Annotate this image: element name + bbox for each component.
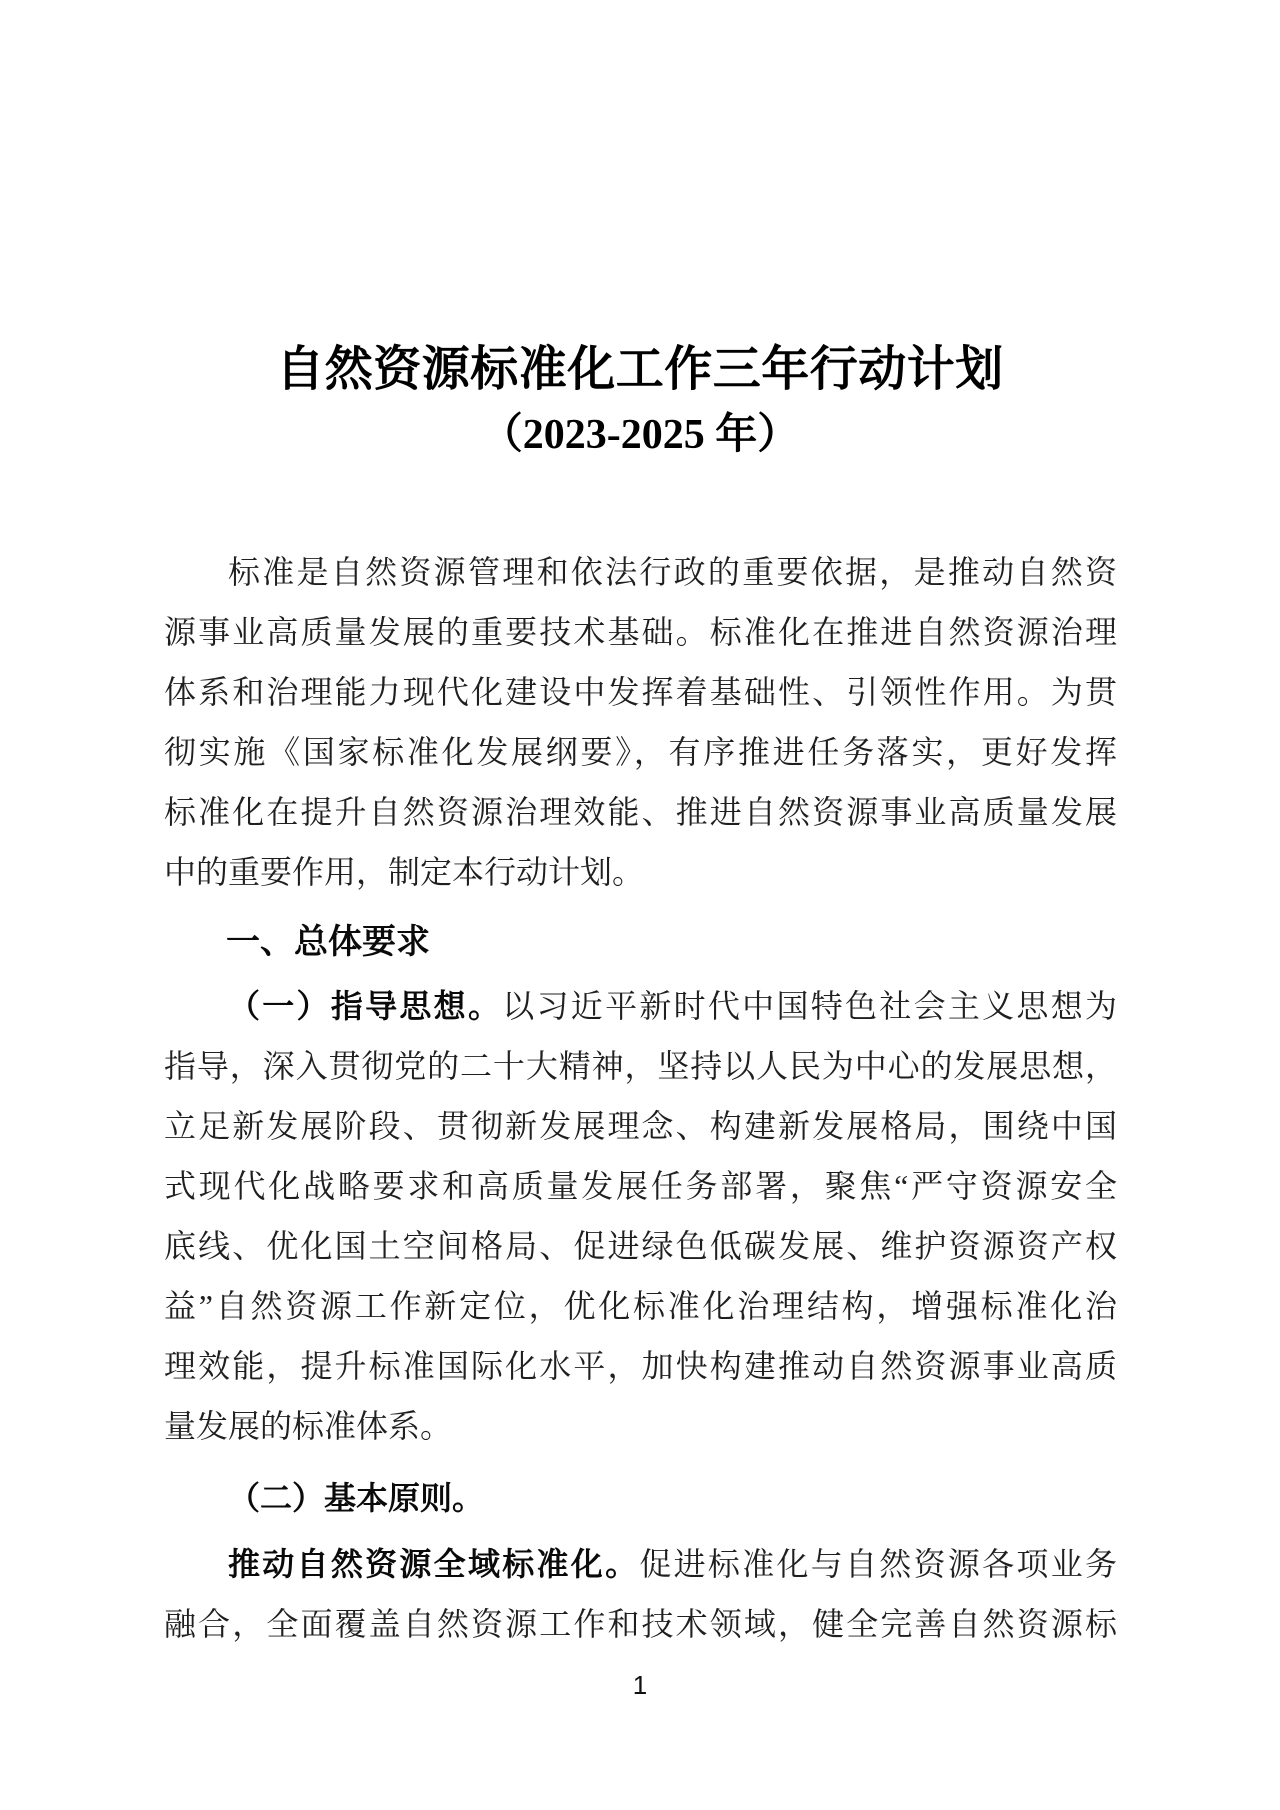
text-line xyxy=(164,842,1117,902)
text-line xyxy=(164,542,1117,602)
text-run: 益”自然资源工作新定位，优化标准化治理结构，增强标准化治 xyxy=(164,1288,1117,1324)
text-run: 融合，全面覆盖自然资源工作和技术领域，健全完善自然资源标 xyxy=(164,1606,1117,1642)
bold-text-run: （一）指导思想。 xyxy=(228,988,503,1024)
sub-heading xyxy=(164,1468,1117,1528)
text-run: 促进标准化与自然资源各项业务 xyxy=(639,1546,1117,1582)
text-line xyxy=(164,722,1117,782)
document-body xyxy=(164,542,1117,1654)
text-line xyxy=(164,1336,1117,1396)
text-line xyxy=(164,1276,1117,1336)
text-run: 式现代化战略要求和高质量发展任务部署，聚焦“严守资源安全 xyxy=(164,1168,1117,1204)
text-line xyxy=(164,1396,1117,1456)
text-line xyxy=(164,662,1117,722)
text-run: 标准是自然资源管理和依法行政的重要依据，是推动自然资 xyxy=(228,554,1117,590)
text-run: 标准化在提升自然资源治理效能、推进自然资源事业高质量发展 xyxy=(164,794,1117,830)
text-line xyxy=(164,1594,1117,1654)
text-line xyxy=(164,602,1117,662)
text-line xyxy=(164,1096,1117,1156)
text-line xyxy=(164,1534,1117,1594)
text-run: 体系和治理能力现代化建设中发挥着基础性、引领性作用。为贯 xyxy=(164,674,1117,710)
text-line xyxy=(164,1156,1117,1216)
text-run: 源事业高质量发展的重要技术基础。标准化在推进自然资源治理 xyxy=(164,614,1117,650)
bold-text-run: 一、总体要求 xyxy=(226,923,430,961)
text-run: 立足新发展阶段、贯彻新发展理念、构建新发展格局，围绕中国 xyxy=(164,1108,1117,1144)
text-run: 指导，深入贯彻党的二十大精神，坚持以人民为中心的发展思想， xyxy=(164,1048,1117,1084)
text-run: 量发展的标准体系。 xyxy=(164,1408,453,1444)
text-run: 彻实施《国家标准化发展纲要》，有序推进任务落实，更好发挥 xyxy=(164,734,1117,770)
text-line xyxy=(164,976,1117,1036)
text-run: 理效能，提升标准国际化水平，加快构建推动自然资源事业高质 xyxy=(164,1348,1117,1384)
document-subtitle: （2023-2025 年） xyxy=(480,412,800,458)
text-run: 以习近平新时代中国特色社会主义思想为 xyxy=(502,988,1117,1024)
text-line xyxy=(164,1036,1117,1096)
bold-text-run: （二）基本原则。 xyxy=(228,1480,485,1516)
page-number: 1 xyxy=(632,1670,648,1700)
section-heading xyxy=(164,912,1117,972)
document-title: 自然资源标准化工作三年行动计划 xyxy=(276,343,1004,396)
bold-text-run: 推动自然资源全域标准化。 xyxy=(228,1546,640,1582)
text-run: 底线、优化国土空间格局、促进绿色低碳发展、维护资源资产权 xyxy=(164,1228,1117,1264)
text-line xyxy=(164,1216,1117,1276)
text-run: 中的重要作用，制定本行动计划。 xyxy=(164,854,645,890)
text-line xyxy=(164,782,1117,842)
